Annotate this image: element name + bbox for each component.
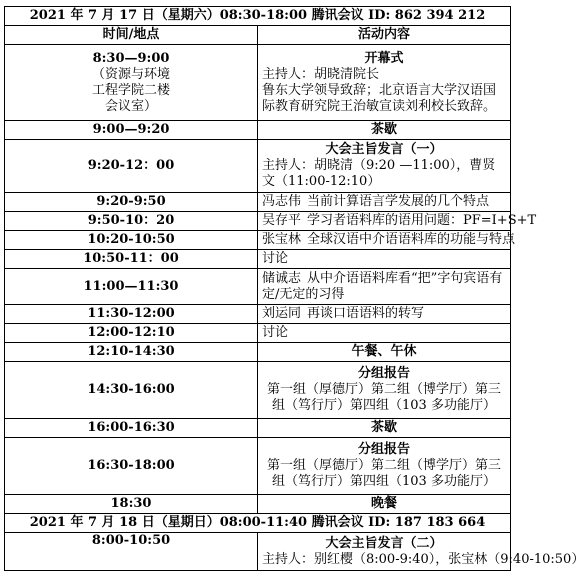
opening-title: 开幕式 — [364, 50, 404, 66]
lunch-time: 12:10-14:30 — [5, 343, 258, 362]
talk-topic: 全球汉语中介语语料库的功能与特点 — [307, 232, 516, 247]
talk-time: 11:00—11:30 — [5, 269, 258, 305]
keynote2-content — [258, 533, 584, 571]
talk-row — [5, 212, 511, 231]
talk-topic: 学习者语料库的语用问题：PF=I+S+T — [307, 213, 537, 228]
talk-speaker: 讨论 — [262, 325, 289, 340]
day2-header-row — [5, 514, 511, 533]
day2-header: 2021 年 7 月 18 日（星期日）08:00-11:40 腾讯会议 ID: 187 183 664 — [5, 514, 511, 533]
talk-time: 11:30-12:00 — [5, 305, 258, 324]
talk-topic: 再谈口语语料的转写 — [307, 306, 425, 321]
opening-place-line: 会议室） — [104, 98, 157, 114]
talk-time: 9:50-10：20 — [5, 212, 258, 231]
tea2-label: 茶歇 — [258, 419, 511, 438]
keynote1-row — [5, 140, 511, 193]
talk-time: 10:20-10:50 — [5, 231, 258, 250]
group2-title: 分组报告 — [357, 442, 410, 457]
group-session-row — [5, 438, 511, 495]
opening-place-line: 工程学院二楼 — [91, 82, 170, 98]
talk-row — [5, 231, 511, 250]
tea1-time: 9:00—9:20 — [5, 121, 258, 140]
keynote1-time: 9:20-12：00 — [5, 140, 258, 193]
talk-row — [5, 193, 511, 212]
talk-time: 9:20-9:50 — [5, 193, 258, 212]
col-time-header: 时间/地点 — [5, 26, 258, 45]
opening-row — [5, 45, 511, 121]
dinner-label: 晚餐 — [258, 495, 511, 514]
talk-speaker: 讨论 — [262, 251, 289, 266]
opening-place-line: （资源与环境 — [91, 66, 170, 82]
talk-speaker: 刘运同 — [262, 306, 302, 321]
talk-row — [5, 305, 511, 324]
opening-time-line: 8:30—9:00 — [92, 50, 170, 66]
group1-title: 分组报告 — [357, 366, 410, 381]
group2-desc: 第一组（厚德厅）第二组（博学厅）第三组（笃行厅）第四组（103 多功能厅） — [266, 458, 501, 489]
keynote2-host: 主持人：别红樱（8:00-9:40），张宝林（9:40-10:50） — [262, 551, 584, 567]
lunch-label: 午餐、午休 — [258, 343, 511, 362]
keynote2-row — [5, 533, 511, 571]
group2-content — [258, 438, 511, 495]
keynote2-title: 大会主旨发言（二） — [325, 535, 443, 551]
group2-time: 16:30-18:00 — [5, 438, 258, 495]
opening-host: 主持人：胡晓清院长 — [262, 66, 380, 82]
keynote1-title: 大会主旨发言（一） — [325, 142, 443, 157]
talk-topic: 从中介语语料库看“把”字句宾语有定/无定的习得 — [262, 270, 503, 302]
talk-speaker: 冯志伟 — [262, 194, 302, 209]
tea-break-row — [5, 121, 511, 140]
talk-row — [5, 250, 511, 269]
tea2-time: 16:00-16:30 — [5, 419, 258, 438]
col-content-header: 活动内容 — [258, 26, 511, 45]
talk-row — [5, 269, 511, 305]
talk-speaker: 储诚志 — [262, 270, 302, 286]
group1-time: 14:30-16:00 — [5, 362, 258, 419]
column-header-row — [5, 26, 511, 45]
day1-header: 2021 年 7 月 17 日（星期六）08:30-18:00 腾讯会议 ID: 862 394 212 — [5, 7, 511, 26]
keynote1-host: 主持人：胡晓清（9:20 —11:00），曹贤文（11:00-12:10） — [262, 158, 496, 189]
talk-content — [258, 212, 537, 231]
talk-speaker: 吴存平 — [262, 213, 302, 228]
schedule-table — [4, 6, 584, 571]
tea-break-row — [5, 419, 511, 438]
talk-time: 12:00-12:10 — [5, 324, 258, 343]
talk-content — [258, 305, 511, 324]
talk-speaker: 张宝林 — [262, 232, 302, 247]
lunch-row — [5, 343, 511, 362]
talk-content — [258, 324, 511, 343]
talk-content — [258, 231, 516, 250]
tea1-label: 茶歇 — [258, 121, 511, 140]
talk-row — [5, 324, 511, 343]
dinner-time: 18:30 — [5, 495, 258, 514]
talk-time: 10:50-11：00 — [5, 250, 258, 269]
opening-desc: 鲁东大学领导致辞；北京语言大学汉语国际教育研究院王治敏宣读刘利校长致辞。 — [262, 82, 497, 114]
talk-content — [258, 250, 511, 269]
keynote1-content — [258, 140, 511, 193]
day1-header-row — [5, 7, 511, 26]
talk-topic: 当前计算语言学发展的几个特点 — [307, 194, 490, 209]
group1-content — [258, 362, 511, 419]
opening-content — [258, 45, 511, 121]
group-session-row — [5, 362, 511, 419]
group1-desc: 第一组（厚德厅）第二组（博学厅）第三组（笃行厅）第四组（103 多功能厅） — [266, 382, 501, 413]
dinner-row — [5, 495, 511, 514]
talk-content — [258, 193, 511, 212]
opening-time — [5, 45, 258, 121]
keynote2-time: 8:00-10:50 — [5, 533, 258, 571]
talk-content — [258, 269, 511, 305]
